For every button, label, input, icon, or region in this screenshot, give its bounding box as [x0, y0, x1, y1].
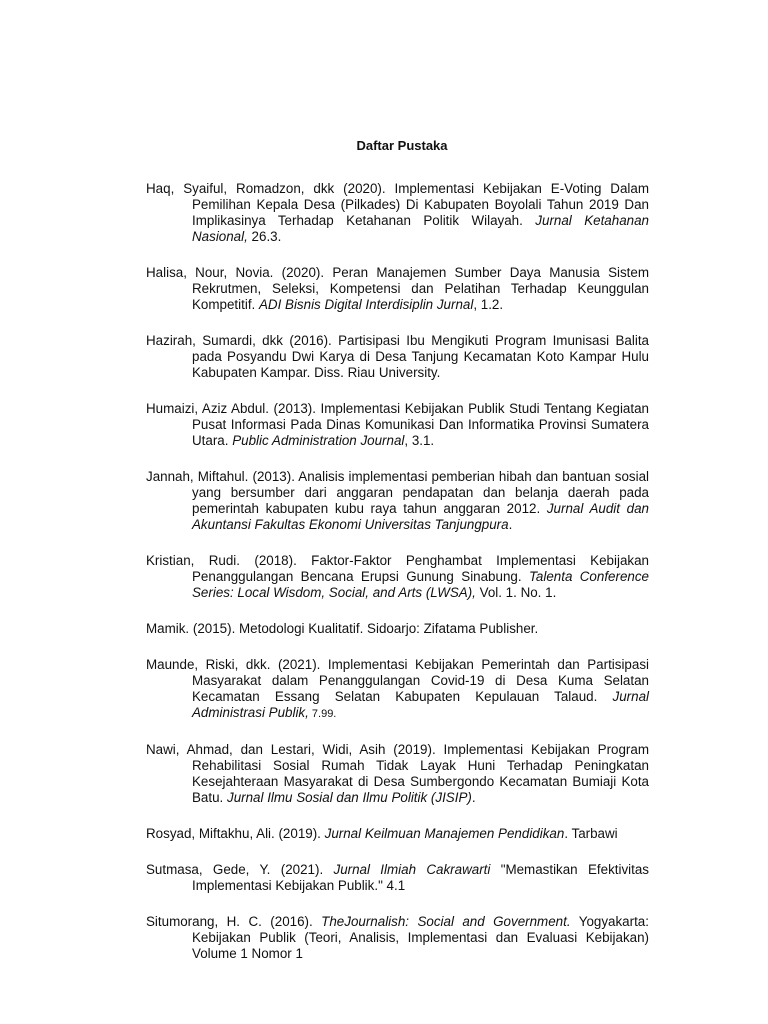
reference-list — [146, 181, 649, 982]
reference-item — [146, 826, 649, 842]
reference-journal: Talenta Conference Series: Local Wisdom, Social, and Arts (LWSA), — [192, 569, 649, 600]
reference-tail: . — [508, 517, 513, 532]
reference-tail: , 1.2. — [473, 297, 504, 312]
reference-item — [146, 553, 649, 601]
reference-text: Jannah, Miftahul. (2013). Analisis implementasi pemberian hibah dan bantuan sosial yang bersumber dari anggaran pendapatan dan belanja daerah pada pemerintah kabupaten kubu raya tahun anggaran 2012. — [146, 469, 649, 516]
reference-item — [146, 862, 649, 894]
reference-journal: Jurnal Keilmuan Manajemen Pendidikan — [324, 826, 565, 841]
reference-text: Humaizi, Aziz Abdul. (2013). Implementasi Kebijakan Publik Studi Tentang Kegiatan Pusat Informasi Pada Dinas Komunikasi Dan Informatika Provinsi Sumatera Utara. — [146, 401, 649, 448]
reference-text: Kristian, Rudi. (2018). Faktor-Faktor Penghambat Implementasi Kebijakan Penanggulangan Bencana Erupsi Gunung Sinabung. — [146, 553, 649, 584]
reference-text: Maunde, Riski, dkk. (2021). Implementasi Kebijakan Pemerintah dan Partisipasi Masyarakat dalam Penanggulangan Covid-19 di Desa Kuma Selatan Kecamatan Essang Selatan Kabupaten Kepulauan Talaud. — [146, 657, 649, 704]
reference-item — [146, 621, 649, 637]
reference-item — [146, 657, 649, 722]
reference-tail: Yogyakarta: Kebijakan Publik (Teori, Analisis, Implementasi dan Evaluasi Kebijakan) Volume 1 Nomor 1 — [192, 914, 649, 961]
reference-tail: Vol. 1. No. 1. — [475, 585, 557, 600]
reference-tail: , 3.1. — [404, 433, 435, 448]
reference-journal: Jurnal Administrasi Publik, — [192, 689, 649, 720]
reference-text: Situmorang, H. C. (2016). — [146, 914, 322, 929]
reference-item — [146, 181, 649, 245]
page-title: Daftar Pustaka — [356, 138, 448, 153]
reference-item — [146, 265, 649, 313]
reference-journal: TheJournalish: Social and Government. — [321, 914, 571, 929]
reference-text: Mamik. (2015). Metodologi Kualitatif. Sidoarjo: Zifatama Publisher. — [146, 621, 539, 636]
reference-item — [146, 469, 649, 533]
reference-item — [146, 914, 649, 962]
reference-text: Halisa, Nour, Novia. (2020). Peran Manajemen Sumber Daya Manusia Sistem Rekrutmen, Seleksi, Kompetensi dan Pelatihan Terhadap Keunggulan Kompetitif. — [146, 265, 649, 312]
reference-tail: . Tarbawi — [564, 826, 618, 841]
reference-text: Haq, Syaiful, Romadzon, dkk (2020). Implementasi Kebijakan E-Voting Dalam Pemilihan Kepala Desa (Pilkades) Di Kabupaten Boyolali Tahun 2019 Dan Implikasinya Terhadap Ketahanan Politik Wilayah. — [146, 181, 649, 228]
reference-journal: ADI Bisnis Digital Interdisiplin Jurnal — [258, 297, 474, 312]
reference-journal: Jurnal Audit dan Akuntansi Fakultas Ekonomi Universitas Tanjungpura — [192, 501, 649, 532]
reference-item — [146, 401, 649, 449]
reference-text: Sutmasa, Gede, Y. (2021). — [146, 862, 334, 877]
reference-tail: 26.3. — [247, 229, 282, 244]
reference-tail: 7.99. — [308, 708, 337, 720]
reference-text: Nawi, Ahmad, dan Lestari, Widi, Asih (2019). Implementasi Kebijakan Program Rehabilitasi Sosial Rumah Tidak Layak Huni Terhadap Peningkatan Kesejahteraan Masyarakat di Desa Sumbergondo Kecamatan Bumiaji Kota Batu. — [146, 742, 649, 805]
reference-item — [146, 742, 649, 806]
reference-text: Hazirah, Sumardi, dkk (2016). Partisipasi Ibu Mengikuti Program Imunisasi Balita pada Posyandu Dwi Karya di Desa Tanjung Kecamatan Koto Kampar Hulu Kabupaten Kampar. Diss. Riau University. — [146, 333, 649, 380]
reference-journal: Jurnal Ketahanan Nasional, — [192, 213, 649, 244]
reference-tail: . — [471, 790, 476, 805]
reference-journal: Jurnal Ilmu Sosial dan Ilmu Politik (JISIP) — [227, 790, 472, 805]
reference-journal: Public Administration Journal — [232, 433, 405, 448]
reference-text: Rosyad, Miftakhu, Ali. (2019). — [146, 826, 325, 841]
reference-item — [146, 333, 649, 381]
reference-journal: Jurnal Ilmiah Cakrawarti — [333, 862, 491, 877]
reference-tail: "Memastikan Efektivitas Implementasi Kebijakan Publik." 4.1 — [192, 862, 649, 893]
